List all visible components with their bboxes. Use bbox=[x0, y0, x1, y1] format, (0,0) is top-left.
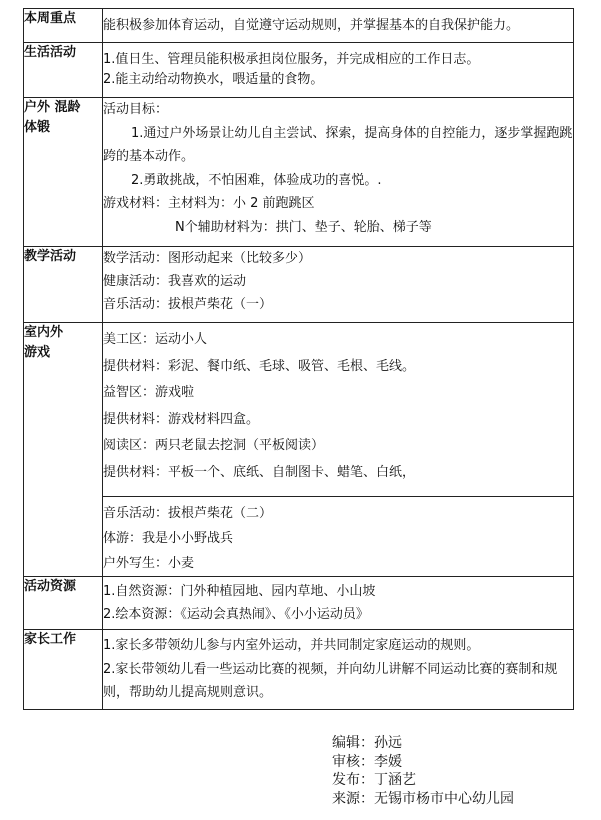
weekly-focus-text: 能积极参加体育运动，自觉遵守运动规则，并掌握基本的自我保护能力。 bbox=[103, 17, 520, 33]
goal-title: 活动目标： bbox=[103, 102, 169, 117]
life-item: 2.能主动给动物换水，喂适量的食物。 bbox=[103, 72, 324, 87]
content-outdoor-exercise bbox=[103, 98, 574, 247]
material-text: N个辅助材料为：拱门、垫子、轮胎、梯子等 bbox=[175, 219, 432, 235]
label-life-activity: 生活活动 bbox=[24, 43, 103, 98]
teaching-item: 健康活动：我喜欢的运动 bbox=[103, 274, 247, 289]
row-indoor-outdoor-games bbox=[24, 323, 574, 497]
goal-item: 1.通过户外场景让幼儿自主尝试、探索，提高身体的自控能力，逐步掌握跑跳跨的基本动作。 bbox=[103, 125, 573, 164]
publisher-credit: 发布：丁涵艺 bbox=[332, 772, 416, 788]
game-item: 提供材料：彩泥、餐巾纸、毛球、吸管、毛根、毛线。 bbox=[103, 358, 416, 374]
resource-item: 2.绘本资源：《运动会真热闹》、《小小运动员》 bbox=[103, 607, 369, 622]
label-teaching-activity: 教学活动 bbox=[24, 247, 103, 323]
game-item: 提供材料：游戏材料四盒。 bbox=[103, 411, 260, 427]
game-item: 音乐活动：拔根芦柴花（二） bbox=[103, 506, 273, 521]
content-activity-resources bbox=[103, 577, 574, 630]
teaching-item: 数学活动：图形动起来（比较多少） bbox=[103, 251, 312, 266]
label-activity-resources: 活动资源 bbox=[24, 577, 103, 630]
resource-item: 1.自然资源：门外种植园地、园内草地、小山坡 bbox=[103, 584, 376, 599]
row-life-activity bbox=[24, 43, 574, 98]
row-indoor-outdoor-games-2 bbox=[24, 497, 574, 577]
parent-item: 2.家长带领幼儿看一些运动比赛的视频，并向幼儿讲解不同运动比赛的赛制和规则，帮助幼儿提高规则意识。 bbox=[103, 661, 558, 700]
editor-credit: 编辑：孙远 bbox=[332, 735, 402, 751]
content-indoor-games-areas bbox=[103, 323, 574, 497]
publication-credits bbox=[332, 734, 514, 808]
material-text: 游戏材料：主材料为：小 2 前跑跳区 bbox=[103, 196, 315, 211]
reviewer-credit: 审核：李媛 bbox=[332, 753, 402, 770]
content-indoor-games-extra bbox=[103, 497, 574, 577]
weekly-plan-table bbox=[23, 8, 574, 710]
content-weekly-focus bbox=[103, 9, 574, 43]
teaching-item: 音乐活动：拔根芦柴花（一） bbox=[103, 297, 273, 312]
content-parent-work bbox=[103, 630, 574, 710]
game-item: 体游：我是小小野战兵 bbox=[103, 531, 234, 546]
source-credit: 来源：无锡市杨市中心幼儿园 bbox=[332, 790, 514, 807]
goal-item: 2.勇敢挑战，不怕困难，体验成功的喜悦。. bbox=[131, 172, 382, 188]
row-teaching-activity bbox=[24, 247, 574, 323]
parent-item: 1.家长多带领幼儿参与内室外运动，并共同制定家庭运动的规则。 bbox=[103, 638, 480, 653]
game-item: 户外写生：小麦 bbox=[103, 556, 195, 571]
row-activity-resources bbox=[24, 577, 574, 630]
row-weekly-focus bbox=[24, 9, 574, 43]
life-item: 1.值日生、管理员能积极承担岗位服务，并完成相应的工作日志。 bbox=[103, 52, 480, 67]
game-item: 提供材料：平板一个、底纸、自制图卡、蜡笔、白纸， bbox=[103, 464, 416, 480]
label-indoor-outdoor-games: 室内外 游戏 bbox=[24, 323, 103, 577]
label-outdoor-exercise: 户外 混龄 体锻 bbox=[24, 98, 103, 247]
content-teaching-activity bbox=[103, 247, 574, 323]
game-item: 美工区：运动小人 bbox=[103, 332, 208, 347]
row-parent-work bbox=[24, 630, 574, 710]
game-item: 益智区：游戏啦 bbox=[103, 385, 195, 400]
label-weekly-focus: 本周重点 bbox=[24, 9, 103, 43]
game-item: 阅读区：两只老鼠去挖洞（平板阅读） bbox=[103, 438, 325, 453]
label-parent-work: 家长工作 bbox=[24, 630, 103, 710]
content-life-activity bbox=[103, 43, 574, 98]
row-outdoor-exercise bbox=[24, 98, 574, 247]
